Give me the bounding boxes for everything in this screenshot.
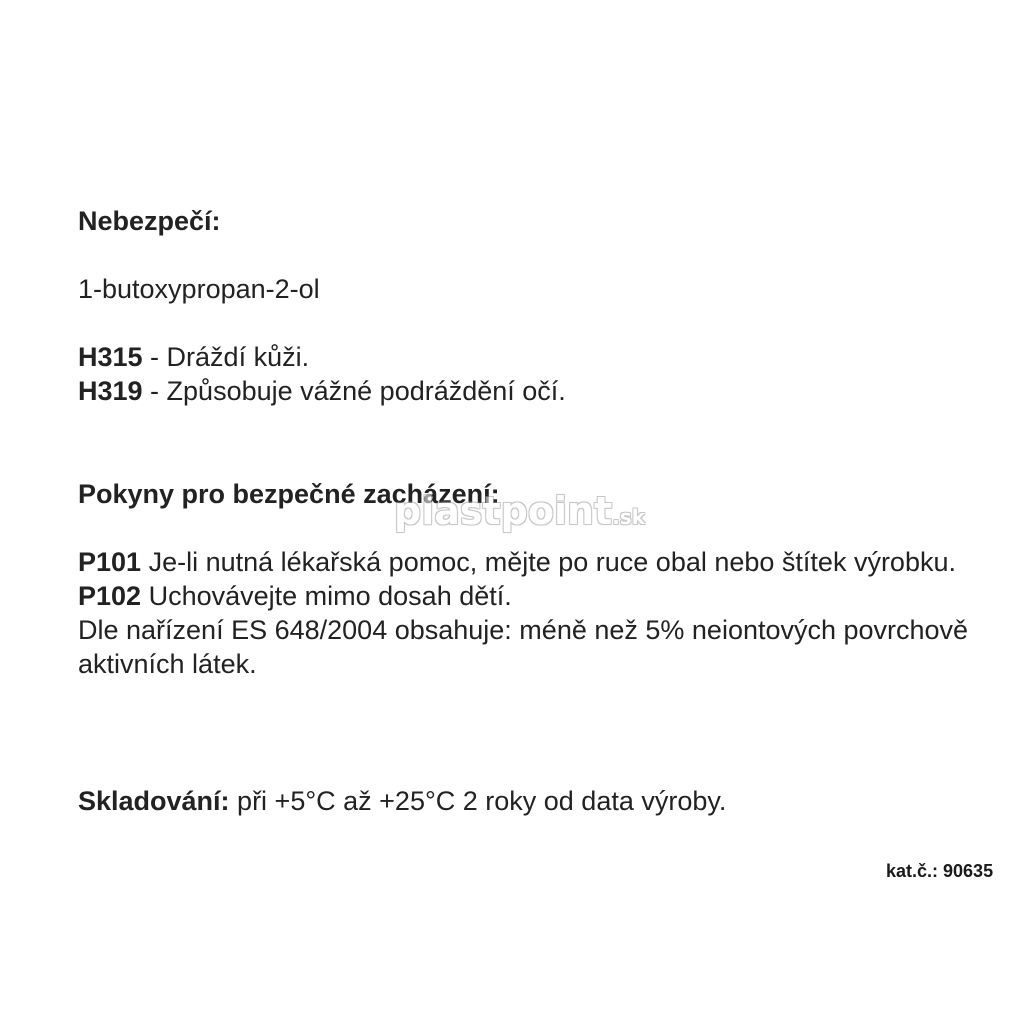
danger-heading: Nebezpečí: xyxy=(78,206,221,236)
precaution-code: P102 xyxy=(78,581,142,611)
storage-label: Skladování: xyxy=(78,786,230,816)
handling-heading: Pokyny pro bezpečné zacházení: xyxy=(78,479,500,509)
storage-text: při +5°C až +25°C 2 roky od data výroby. xyxy=(229,786,727,816)
hazard-statements xyxy=(78,340,566,408)
substance-name: 1-butoxypropan-2-ol xyxy=(78,274,320,304)
watermark-name: plastpoint xyxy=(394,489,613,533)
hazard-statement xyxy=(78,340,566,374)
hazard-text: - Způsobuje vážné podráždění očí. xyxy=(142,376,566,406)
hazard-code: H319 xyxy=(78,376,143,406)
precaution-statement xyxy=(78,545,978,579)
precaution-text: Je-li nutná lékařská pomoc, mějte po ruce obal nebo štítek výrobku. xyxy=(141,547,956,577)
hazard-text: - Dráždí kůži. xyxy=(142,342,310,372)
catalog-number: kat.č.: 90635 xyxy=(886,861,994,881)
precaution-statement xyxy=(78,579,978,613)
storage-info xyxy=(78,784,726,818)
precaution-code: P101 xyxy=(78,547,142,577)
precautionary-statements xyxy=(78,545,978,681)
hazard-code: H315 xyxy=(78,342,143,372)
precaution-text: Uchovávejte mimo dosah dětí. xyxy=(141,581,512,611)
regulation-note: Dle nařízení ES 648/2004 obsahuje: méně než 5% neiontových povrchově aktivních látek. xyxy=(78,615,969,679)
watermark-tld: .sk xyxy=(612,505,646,529)
hazard-statement xyxy=(78,374,566,408)
